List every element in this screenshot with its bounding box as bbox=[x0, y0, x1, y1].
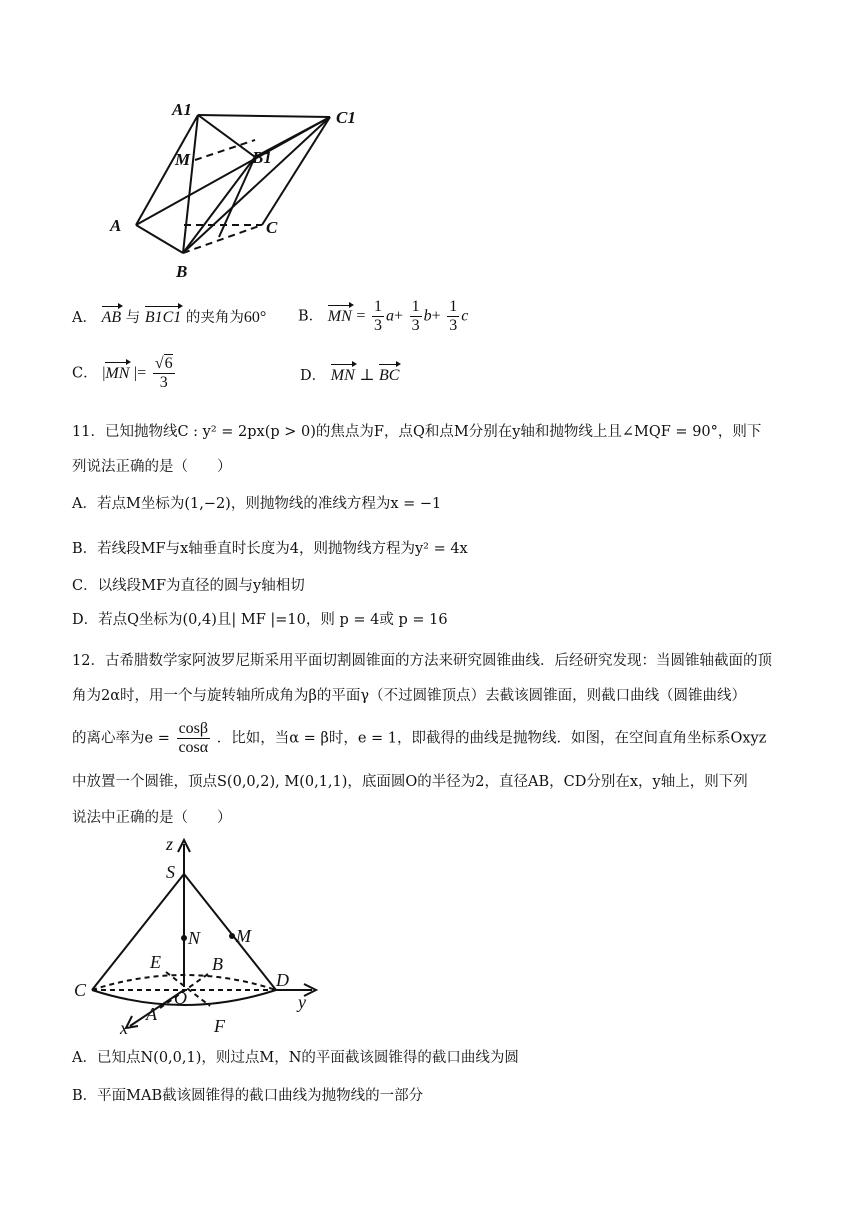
label-z: z bbox=[166, 834, 174, 854]
q10-option-a[interactable]: A． AB 与 B1C1 的夹角为60° bbox=[72, 309, 267, 326]
q11-option-a[interactable]: A．若点M坐标为(1,−2)，则抛物线的准线方程为x = −1 bbox=[72, 496, 442, 512]
label-C: C bbox=[74, 980, 87, 1000]
label-S: S bbox=[166, 862, 175, 882]
q12-stem-line2: 角为2α时，用一个与旋转轴所成角为β的平面γ（不过圆锥顶点）去截该圆锥面，则截口曲线（圆锥曲线） bbox=[72, 688, 747, 704]
label-N: N bbox=[188, 928, 201, 948]
q12-option-b[interactable]: B．平面MAB截该圆锥得的截口曲线为抛物线的一部分 bbox=[72, 1088, 424, 1104]
q10-option-b[interactable]: B． MN = $\frac{1}{3}$ a+ $\frac{1}{3}$ b+ $\frac{1}{3}$ c bbox=[298, 298, 469, 334]
q10-option-c[interactable]: C． |MN |= $\frac{√6}{3}$ bbox=[72, 355, 173, 391]
label-A1: A1 bbox=[172, 100, 192, 119]
label-M: M bbox=[175, 150, 191, 169]
label-O: O bbox=[174, 988, 187, 1008]
label-C1: C1 bbox=[336, 108, 356, 127]
q12-stem-line3: 的离心率为e = $\frac{\cos\beta}{\cos\alpha}$ ．比如，当α = β时，e = 1，即截得的曲线是抛物线．如图，在空间直角坐标系Oxyz bbox=[72, 720, 767, 756]
label-B: B bbox=[212, 954, 223, 974]
label-E: E bbox=[150, 952, 161, 972]
label-A: A bbox=[110, 216, 122, 235]
label-F: F bbox=[214, 1016, 225, 1036]
label-D: D bbox=[276, 970, 289, 990]
q12-stem-line4: 中放置一个圆锥，顶点S(0,0,2), M(0,1,1)，底面圆O的半径为2，直径AB，CD分别在x，y轴上，则下列 bbox=[72, 774, 748, 790]
cone-figure bbox=[70, 834, 330, 1040]
label-M: M bbox=[236, 926, 251, 946]
label-A: A bbox=[146, 1004, 157, 1024]
q10-option-d[interactable]: D． MN ⊥ BC bbox=[300, 367, 400, 384]
q11-stem-line1: 11．已知抛物线C : y² = 2px(p > 0)的焦点为F，点Q和点M分别在y轴和抛物线上且∠MQF = 90°，则下 bbox=[72, 424, 762, 440]
q12-stem-line1: 12．古希腊数学家阿波罗尼斯采用平面切割圆锥面的方法来研究圆锥曲线．后经研究发现：当圆锥轴截面的顶 bbox=[72, 653, 772, 669]
q12-option-a[interactable]: A．已知点N(0,0,1)，则过点M，N的平面截该圆锥得的截口曲线为圆 bbox=[72, 1050, 519, 1066]
label-B: B bbox=[176, 262, 188, 281]
q12-stem-line5: 说法中正确的是（ ） bbox=[72, 810, 232, 826]
label-B1: B1 bbox=[252, 148, 272, 167]
label-x: x bbox=[120, 1018, 128, 1038]
label-y: y bbox=[298, 992, 306, 1012]
q11-option-b[interactable]: B．若线段MF与x轴垂直时长度为4，则抛物线方程为y² = 4x bbox=[72, 541, 468, 557]
label-C: C bbox=[266, 218, 278, 237]
prism-figure bbox=[100, 95, 370, 285]
q11-option-c[interactable]: C．以线段MF为直径的圆与y轴相切 bbox=[72, 578, 305, 594]
q11-stem-line2: 列说法正确的是（ ） bbox=[72, 459, 232, 475]
q11-option-d[interactable]: D．若点Q坐标为(0,4)且| MF |=10，则 p = 4或 p = 16 bbox=[72, 612, 448, 628]
